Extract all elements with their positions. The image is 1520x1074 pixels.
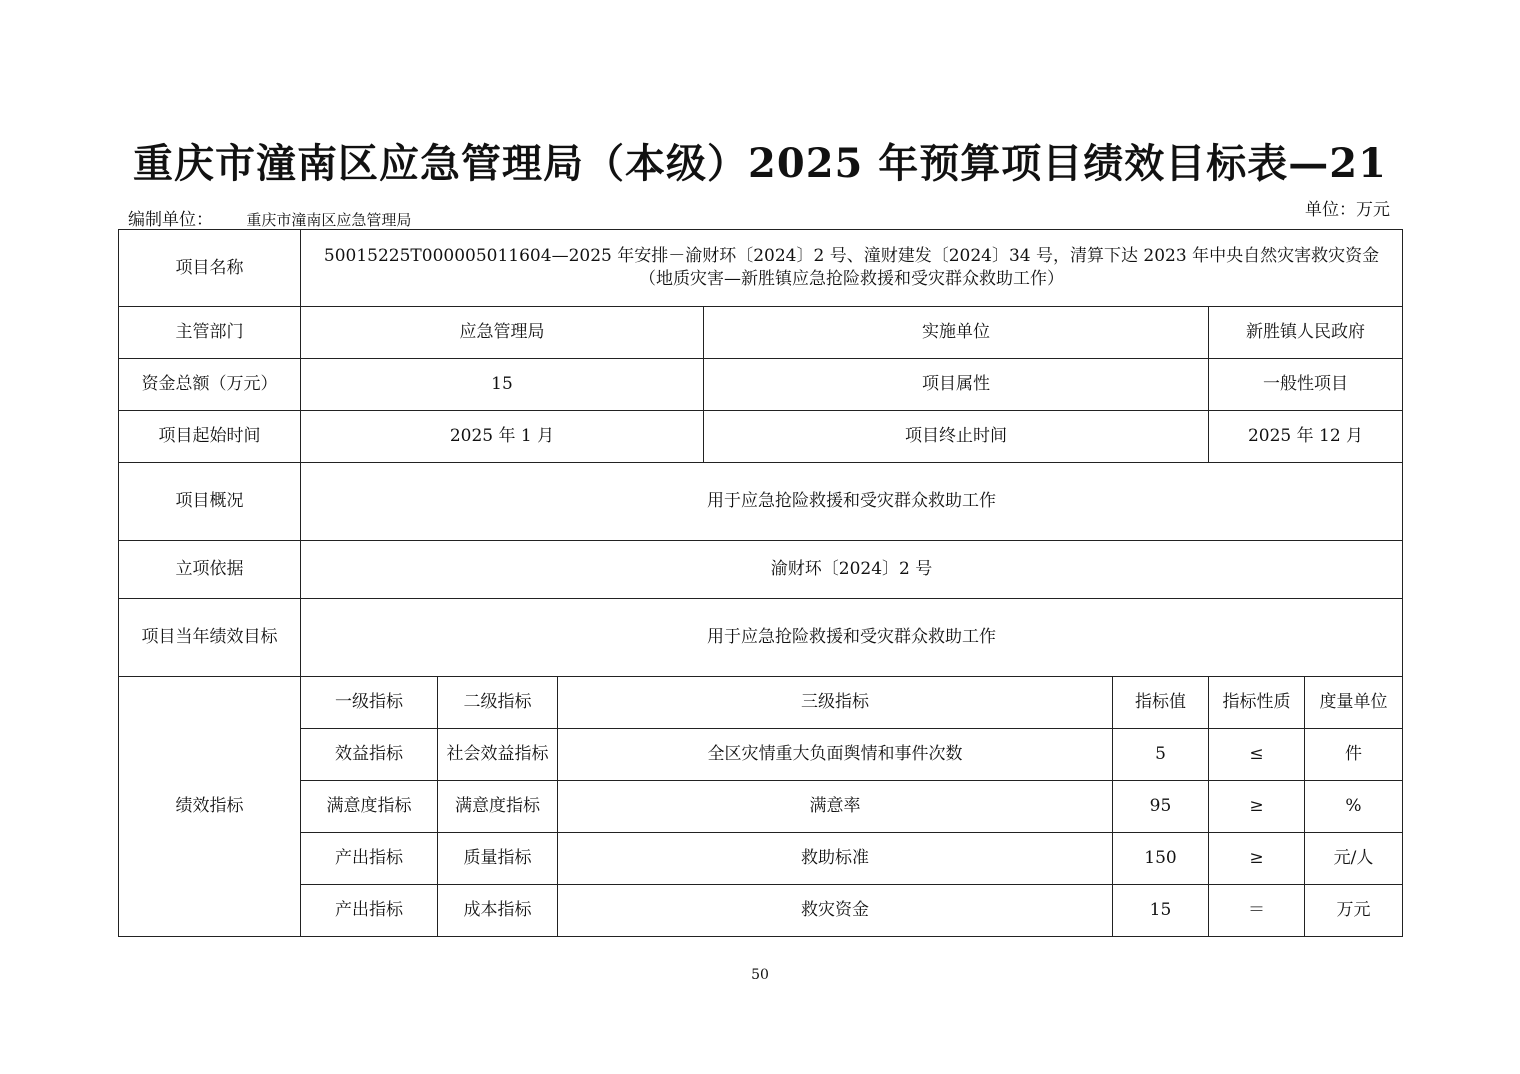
indicator-nature: ≥	[1209, 833, 1305, 885]
dept-label: 主管部门	[119, 307, 301, 359]
indicator-level3: 满意率	[558, 781, 1113, 833]
indicator-level2: 质量指标	[438, 833, 558, 885]
table-row	[119, 463, 1403, 541]
indicator-level1: 产出指标	[301, 885, 438, 937]
indicator-value: 15	[1113, 885, 1209, 937]
basis-value: 渝财环〔2024〕2 号	[301, 541, 1403, 599]
start-value: 2025 年 1 月	[301, 411, 704, 463]
dept-value: 应急管理局	[301, 307, 704, 359]
start-label: 项目起始时间	[119, 411, 301, 463]
preparer-label: 编制单位：	[128, 210, 213, 230]
indicator-level3: 全区灾情重大负面舆情和事件次数	[558, 729, 1113, 781]
indicator-row	[119, 885, 1403, 937]
table-row	[119, 541, 1403, 599]
header-level3: 三级指标	[558, 677, 1113, 729]
indicators-section-label: 绩效指标	[119, 677, 301, 937]
impl-label: 实施单位	[704, 307, 1209, 359]
indicator-row	[119, 729, 1403, 781]
indicator-nature: ≤	[1209, 729, 1305, 781]
goal-value: 用于应急抢险救援和受灾群众救助工作	[301, 599, 1403, 677]
page-number: 50	[751, 967, 769, 983]
document-title: 重庆市潼南区应急管理局（本级）2025 年预算项目绩效目标表—21	[133, 140, 1387, 187]
funds-label: 资金总额（万元）	[119, 359, 301, 411]
preparer-line	[128, 205, 411, 230]
overview-value: 用于应急抢险救援和受灾群众救助工作	[301, 463, 1403, 541]
header-unit: 度量单位	[1305, 677, 1403, 729]
indicator-level1: 效益指标	[301, 729, 438, 781]
table-row	[119, 359, 1403, 411]
indicator-level3: 救助标准	[558, 833, 1113, 885]
attr-label: 项目属性	[704, 359, 1209, 411]
table-row	[119, 307, 1403, 359]
indicator-level1: 满意度指标	[301, 781, 438, 833]
indicator-unit: 元/人	[1305, 833, 1403, 885]
header-value: 指标值	[1113, 677, 1209, 729]
indicator-header-row	[119, 677, 1403, 729]
indicator-nature: ≥	[1209, 781, 1305, 833]
indicator-level2: 社会效益指标	[438, 729, 558, 781]
basis-label: 立项依据	[119, 541, 301, 599]
table-row	[119, 411, 1403, 463]
end-value: 2025 年 12 月	[1209, 411, 1403, 463]
indicator-level3: 救灾资金	[558, 885, 1113, 937]
indicator-value: 150	[1113, 833, 1209, 885]
indicator-value: 5	[1113, 729, 1209, 781]
indicator-nature: ＝	[1209, 885, 1305, 937]
overview-label: 项目概况	[119, 463, 301, 541]
indicator-level2: 满意度指标	[438, 781, 558, 833]
indicator-level2: 成本指标	[438, 885, 558, 937]
indicator-value: 95	[1113, 781, 1209, 833]
funds-value: 15	[301, 359, 704, 411]
attr-value: 一般性项目	[1209, 359, 1403, 411]
table-row	[119, 599, 1403, 677]
project-name-value: 50015225T000005011604—2025 年安排－渝财环〔2024〕2 号、潼财建发〔2024〕34 号，清算下达 2023 年中央自然灾害救灾资金（地质灾害—新胜镇应急抢险救援和受灾群众救助工作）	[301, 230, 1403, 307]
unit-label: 单位：万元	[1305, 200, 1390, 220]
header-nature: 指标性质	[1209, 677, 1305, 729]
header-level2: 二级指标	[438, 677, 558, 729]
impl-value: 新胜镇人民政府	[1209, 307, 1403, 359]
indicator-row	[119, 781, 1403, 833]
indicator-unit: 件	[1305, 729, 1403, 781]
indicator-level1: 产出指标	[301, 833, 438, 885]
end-label: 项目终止时间	[704, 411, 1209, 463]
preparer-value: 重庆市潼南区应急管理局	[246, 211, 412, 229]
header-level1: 一级指标	[301, 677, 438, 729]
table-row	[119, 230, 1403, 307]
goal-label: 项目当年绩效目标	[119, 599, 301, 677]
indicator-row	[119, 833, 1403, 885]
project-name-label: 项目名称	[119, 230, 301, 307]
performance-table	[118, 229, 1403, 937]
indicator-unit: %	[1305, 781, 1403, 833]
indicator-unit: 万元	[1305, 885, 1403, 937]
